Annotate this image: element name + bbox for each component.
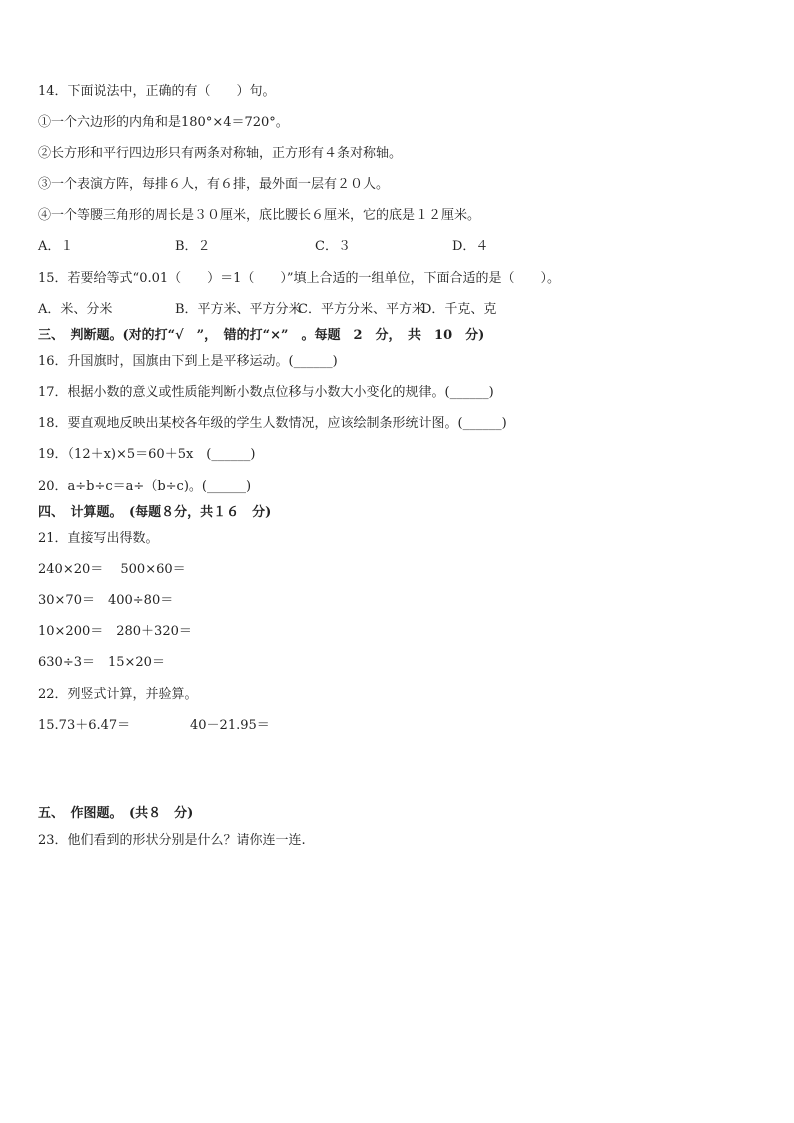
q17: 17．根据小数的意义或性质能判断小数点位移与小数大小变化的规律。(______): [38, 385, 494, 400]
q14-choice-d[interactable]: D．４: [452, 239, 489, 254]
q14-statement-4: ④一个等腰三角形的周长是３０厘米，底比腰长６厘米，它的底是１２厘米。: [38, 208, 481, 223]
q15-choice-d[interactable]: D．千克、克: [421, 302, 497, 317]
q15-choice-a[interactable]: A．米、分米: [38, 302, 113, 317]
q23: 23．他们看到的形状分别是什么？请你连一连.: [38, 833, 306, 848]
q14-choice-b[interactable]: B．２: [175, 239, 211, 254]
q21-row-4: 630÷3＝ 15×20＝: [38, 655, 165, 670]
section-4-title: 四、 计算题。 (每题８分，共１６ 分): [38, 505, 272, 520]
q21-row-2: 30×70＝ 400÷80＝: [38, 593, 174, 608]
q20: 20．a÷b÷c＝a÷（b÷c)。(______): [38, 479, 252, 494]
q15-choice-c[interactable]: C．平方分米、平方米: [298, 302, 425, 317]
q16: 16．升国旗时，国旗由下到上是平移运动。(______): [38, 354, 338, 369]
q14-statement-3: ③一个表演方阵，每排６人，有６排，最外面一层有２０人。: [38, 177, 390, 192]
section-3-title: 三、 判断题。(对的打“√ ”， 错的打“×” 。每题 2 分， 共 10 分): [38, 328, 485, 343]
q14-statement-1: ①一个六边形的内角和是180°×4＝720°。: [38, 115, 289, 130]
q14-choice-a[interactable]: A．１: [38, 239, 74, 254]
q19: 19．（12＋x)×5＝60＋5x (______): [38, 447, 256, 462]
q15-choice-b[interactable]: B．平方米、平方分米: [175, 302, 302, 317]
q14-stem: 14．下面说法中，正确的有（ ）句。: [38, 84, 276, 99]
q14-statement-2: ②长方形和平行四边形只有两条对称轴，正方形有４条对称轴。: [38, 146, 403, 161]
q22-item-1: 15.73＋6.47＝: [38, 718, 131, 733]
section-5-title: 五、 作图题。 (共８ 分): [38, 806, 194, 821]
q14-choice-c[interactable]: C．３: [315, 239, 351, 254]
q21-row-1: 240×20＝ 500×60＝: [38, 562, 186, 577]
q22-stem: 22．列竖式计算，并验算。: [38, 687, 198, 702]
q21-stem: 21．直接写出得数。: [38, 531, 159, 546]
q21-row-3: 10×200＝ 280＋320＝: [38, 624, 192, 639]
q15-stem: 15．若要给等式“0.01（ ）＝1（ ）”填上合适的一组单位，下面合适的是（ ）。: [38, 271, 561, 286]
q22-item-2: 40－21.95＝: [190, 718, 270, 733]
q18: 18．要直观地反映出某校各年级的学生人数情况，应该绘制条形统计图。(______): [38, 416, 507, 431]
